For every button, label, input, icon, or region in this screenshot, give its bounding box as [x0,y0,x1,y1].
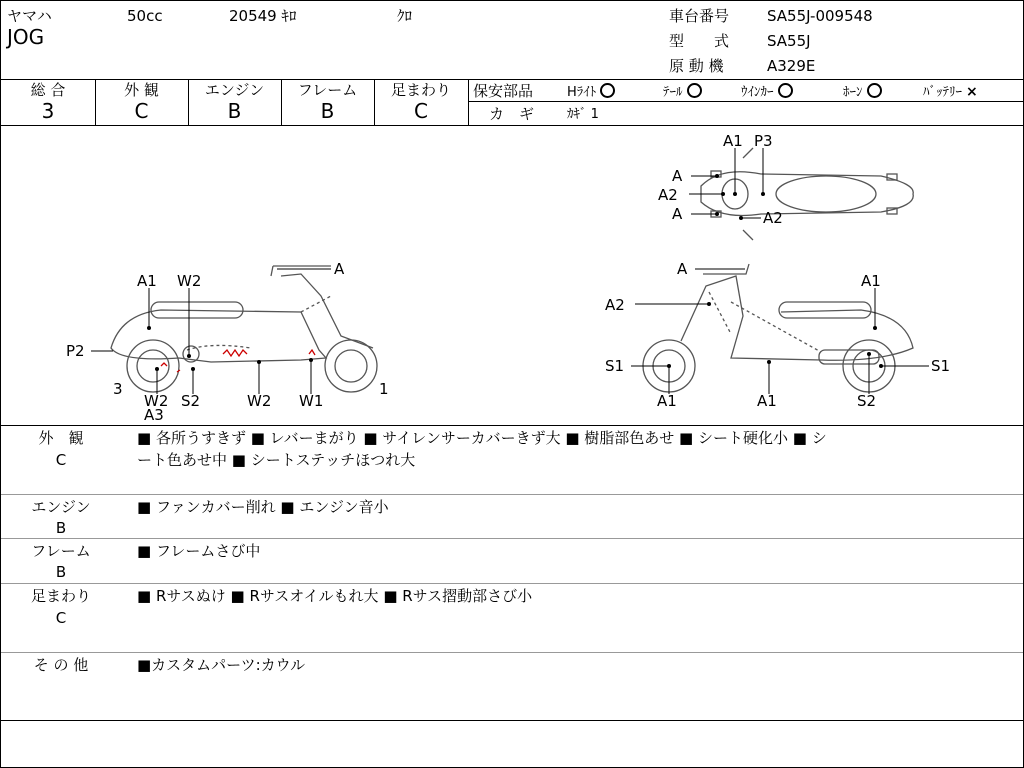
diagram-label: A3 [144,406,164,424]
grade-suspension-value: C [414,99,428,123]
note-category-frame: フレーム [31,542,91,560]
diagram-label: S2 [857,392,877,410]
grade-engine-value: B [227,99,242,123]
note-grade-frame: B [55,563,67,581]
safety-parts-label: 保安部品 [473,82,534,100]
grade-frame-value: B [320,99,335,123]
frame-number-value: SA55J-009548 [767,7,873,25]
mileage: 20549 ｷﾛ [229,7,297,25]
diagram-label: A2 [605,296,625,314]
note-grade-engine: B [55,519,67,537]
diagram-label: A1 [137,272,157,290]
diagram-label: 3 [113,380,123,398]
diagram-label: A1 [657,392,677,410]
diagram-label: W2 [144,392,169,410]
diagram-label: A [672,167,683,185]
ok-circle-icon [867,83,882,98]
diagram-label: 1 [379,380,389,398]
engine-type-label: 原 動 機 [669,57,724,75]
note-line: ■ 各所うすきず ■ レバーまがり ■ サイレンサーカバーきず大 ■ 樹脂部色あせ ■ シート硬化小 ■ シ [137,429,827,447]
grade-exterior-label: 外 観 [124,81,159,99]
safety-horn: ﾎｰﾝ [843,83,882,102]
safety-headlight: Hﾗｲﾄ [567,83,615,102]
diagram-label: S2 [181,392,201,410]
ng-cross-icon: × [966,84,978,100]
diagram-label: W2 [177,272,202,290]
diagram-label: A1 [861,272,881,290]
diagram-label: A1 [723,132,743,150]
safety-winker: ｳｲﾝｶｰ [741,83,793,102]
ok-circle-icon [778,83,793,98]
note-line: ■ ファンカバー削れ ■ エンジン音小 [137,498,389,516]
safety-taillight: ﾃｰﾙ [663,83,702,102]
grade-suspension-label: 足まわり [390,81,451,99]
diagram-label: A [677,260,688,278]
diagram-label: A [672,205,683,223]
key-value: ｶｷﾞ 1 [567,107,599,122]
note-line: ■カスタムパーツ:カウル [137,656,306,674]
note-grade-suspension: C [55,609,67,627]
note-category-other: そ の 他 [33,656,89,674]
diagram-label: P2 [66,342,85,360]
grade-engine-label: エンジン [204,81,265,99]
key-label: カ ギ [489,105,535,123]
displacement: 50cc [127,7,163,25]
diagram-label: A1 [757,392,777,410]
diagram-label: A [334,260,345,278]
engine-type-value: A329E [767,57,816,75]
type-label: 型 式 [669,32,730,50]
diagram-label: A2 [658,186,678,204]
grade-overall-label: 総 合 [30,81,66,99]
note-line: ート色あせ中 ■ シートステッチほつれ大 [137,451,416,469]
note-category-suspension: 足まわり [30,587,91,605]
type-value: SA55J [767,32,811,50]
damage-diagram [1,126,1023,426]
diagram-label: S1 [605,357,625,375]
color: ｸﾛ [397,7,413,25]
diagram-label: W1 [299,392,324,410]
model-name: JOG [7,25,45,49]
ok-circle-icon [600,83,615,98]
grade-overall-value: 3 [41,99,55,123]
diagram-label: S1 [931,357,951,375]
note-grade-exterior: C [55,451,67,469]
note-line: ■ フレームさび中 [137,542,261,560]
maker: ヤマハ [7,7,52,25]
frame-number-label: 車台番号 [669,7,730,25]
safety-battery: ﾊﾞｯﾃﾘｰ × [923,84,978,100]
note-category-engine: エンジン [31,498,91,516]
grade-exterior-value: C [134,99,149,123]
note-category-exterior: 外 観 [38,429,84,447]
top-view-scooter [701,148,913,240]
note-line: ■ Rサスぬけ ■ Rサスオイルもれ大 ■ Rサス摺動部さび小 [137,587,533,605]
diagram-label: W2 [247,392,272,410]
grade-frame-label: フレーム [297,81,358,99]
diagram-label: A2 [763,209,783,227]
diagram-label: P3 [754,132,773,150]
ok-circle-icon [687,83,702,98]
